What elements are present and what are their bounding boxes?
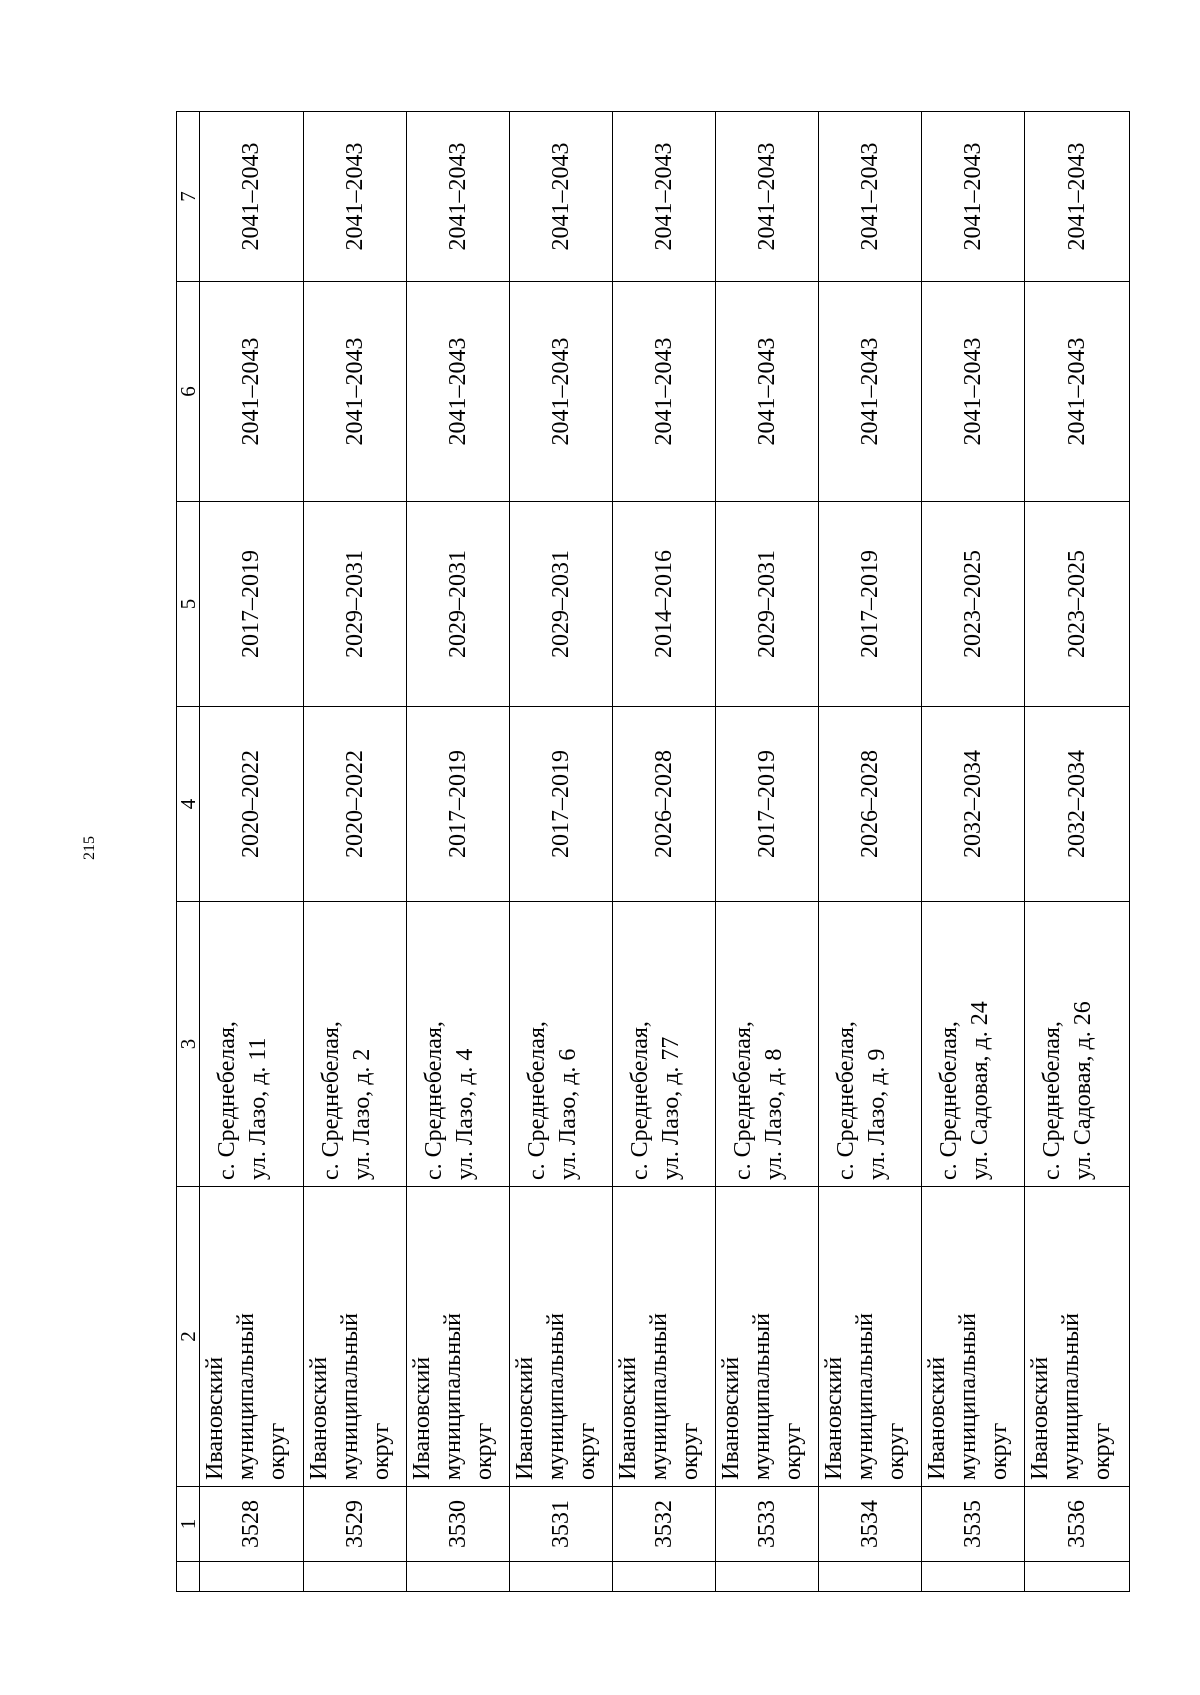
period-col-7-cell: 2041–2043 — [304, 112, 407, 282]
address-cell — [716, 902, 819, 1187]
header-col-7: 7 — [177, 112, 200, 282]
period-col-5-cell: 2029–2031 — [716, 502, 819, 707]
table-row — [510, 112, 613, 1592]
period-col-7-cell: 2041–2043 — [819, 112, 922, 282]
district-cell — [200, 1187, 304, 1487]
row-spacer-cell — [922, 1562, 1025, 1592]
rotated-table-wrapper — [176, 112, 1128, 1592]
table-row — [922, 112, 1025, 1592]
table-row — [716, 112, 819, 1592]
row-spacer-cell — [613, 1562, 716, 1592]
district-cell — [613, 1187, 716, 1487]
district-line: Ивановский — [202, 1356, 228, 1480]
period-col-5-cell: 2014–2016 — [613, 502, 716, 707]
district-line: Ивановский — [615, 1356, 641, 1480]
period-col-6-cell: 2041–2043 — [200, 282, 304, 502]
period-col-5-cell: 2029–2031 — [407, 502, 510, 707]
address-cell — [819, 902, 922, 1187]
district-line: округ — [368, 1422, 394, 1480]
row-number-cell: 3532 — [613, 1487, 716, 1562]
address-cell — [613, 902, 716, 1187]
district-line: Ивановский — [409, 1356, 435, 1480]
district-line: округ — [264, 1422, 290, 1480]
address-cell — [510, 902, 613, 1187]
district-line: муниципальный — [543, 1312, 569, 1480]
table-row — [304, 112, 407, 1592]
district-line: округ — [986, 1422, 1012, 1480]
district-line: муниципальный — [852, 1312, 878, 1480]
district-cell — [304, 1187, 407, 1487]
district-cell — [407, 1187, 510, 1487]
address-cell — [922, 902, 1025, 1187]
period-col-4-cell: 2020–2022 — [200, 707, 304, 902]
address-cell — [304, 902, 407, 1187]
district-line: муниципальный — [1058, 1312, 1084, 1480]
row-spacer-cell — [1025, 1562, 1130, 1592]
period-col-7-cell: 2041–2043 — [716, 112, 819, 282]
period-col-7-cell: 2041–2043 — [613, 112, 716, 282]
period-col-5-cell: 2023–2025 — [922, 502, 1025, 707]
district-line: Ивановский — [512, 1356, 538, 1480]
district-cell — [1025, 1187, 1130, 1487]
header-spacer — [177, 1562, 200, 1592]
district-cell — [716, 1187, 819, 1487]
header-col-3: 3 — [177, 902, 200, 1187]
row-number-cell: 3530 — [407, 1487, 510, 1562]
header-col-6: 6 — [177, 282, 200, 502]
period-col-4-cell: 2026–2028 — [819, 707, 922, 902]
table-row — [407, 112, 510, 1592]
row-number-cell: 3529 — [304, 1487, 407, 1562]
period-col-6-cell: 2041–2043 — [407, 282, 510, 502]
register-table — [176, 111, 1130, 1592]
address-line: ул. Лазо, д. 77 — [658, 1036, 684, 1180]
address-line: ул. Лазо, д. 9 — [864, 1048, 890, 1180]
period-col-5-cell: 2029–2031 — [304, 502, 407, 707]
period-col-5-cell: 2023–2025 — [1025, 502, 1130, 707]
header-col-2: 2 — [177, 1187, 200, 1487]
district-line: Ивановский — [1027, 1356, 1053, 1480]
period-col-4-cell: 2017–2019 — [716, 707, 819, 902]
address-cell — [1025, 902, 1130, 1187]
header-col-1: 1 — [177, 1487, 200, 1562]
district-line: муниципальный — [440, 1312, 466, 1480]
address-line: с. Среднебелая, — [730, 1021, 756, 1180]
row-spacer-cell — [200, 1562, 304, 1592]
row-number-cell: 3528 — [200, 1487, 304, 1562]
address-line: с. Среднебелая, — [524, 1021, 550, 1180]
row-number-cell: 3534 — [819, 1487, 922, 1562]
row-spacer-cell — [510, 1562, 613, 1592]
address-line: с. Среднебелая, — [1039, 1021, 1065, 1180]
period-col-4-cell: 2020–2022 — [304, 707, 407, 902]
address-line: с. Среднебелая, — [214, 1021, 240, 1180]
address-line: ул. Садовая, д. 24 — [967, 1001, 993, 1180]
row-spacer-cell — [716, 1562, 819, 1592]
district-line: Ивановский — [718, 1356, 744, 1480]
address-cell — [407, 902, 510, 1187]
period-col-7-cell: 2041–2043 — [407, 112, 510, 282]
column-number-header — [177, 112, 200, 1592]
row-spacer-cell — [304, 1562, 407, 1592]
district-line: округ — [780, 1422, 806, 1480]
period-col-4-cell: 2017–2019 — [510, 707, 613, 902]
address-line: ул. Лазо, д. 8 — [761, 1048, 787, 1180]
district-line: муниципальный — [337, 1312, 363, 1480]
address-line: с. Среднебелая, — [421, 1021, 447, 1180]
period-col-4-cell: 2017–2019 — [407, 707, 510, 902]
period-col-5-cell: 2029–2031 — [510, 502, 613, 707]
period-col-6-cell: 2041–2043 — [304, 282, 407, 502]
district-line: округ — [677, 1422, 703, 1480]
period-col-6-cell: 2041–2043 — [510, 282, 613, 502]
row-spacer-cell — [819, 1562, 922, 1592]
district-line: округ — [1089, 1422, 1115, 1480]
period-col-7-cell: 2041–2043 — [200, 112, 304, 282]
district-line: округ — [883, 1422, 909, 1480]
period-col-4-cell: 2032–2034 — [922, 707, 1025, 902]
table-row — [819, 112, 922, 1592]
period-col-5-cell: 2017–2019 — [819, 502, 922, 707]
table-row — [200, 112, 304, 1592]
address-cell — [200, 902, 304, 1187]
period-col-7-cell: 2041–2043 — [922, 112, 1025, 282]
row-spacer-cell — [407, 1562, 510, 1592]
period-col-4-cell: 2032–2034 — [1025, 707, 1130, 902]
table-row — [613, 112, 716, 1592]
address-line: с. Среднебелая, — [936, 1021, 962, 1180]
header-col-5: 5 — [177, 502, 200, 707]
period-col-4-cell: 2026–2028 — [613, 707, 716, 902]
address-line: с. Среднебелая, — [318, 1021, 344, 1180]
period-col-6-cell: 2041–2043 — [613, 282, 716, 502]
district-line: Ивановский — [821, 1356, 847, 1480]
district-line: округ — [574, 1422, 600, 1480]
address-line: с. Среднебелая, — [833, 1021, 859, 1180]
address-line: ул. Лазо, д. 2 — [349, 1048, 375, 1180]
district-line: Ивановский — [924, 1356, 950, 1480]
district-line: округ — [471, 1422, 497, 1480]
row-number-cell: 3533 — [716, 1487, 819, 1562]
address-line: ул. Садовая, д. 26 — [1070, 1001, 1096, 1180]
district-line: муниципальный — [749, 1312, 775, 1480]
address-line: с. Среднебелая, — [627, 1021, 653, 1180]
header-col-4: 4 — [177, 707, 200, 902]
address-line: ул. Лазо, д. 4 — [452, 1048, 478, 1180]
address-line: ул. Лазо, д. 11 — [245, 1037, 271, 1180]
table-body — [200, 112, 1130, 1592]
district-line: Ивановский — [306, 1356, 332, 1480]
address-line: ул. Лазо, д. 6 — [555, 1048, 581, 1180]
period-col-6-cell: 2041–2043 — [716, 282, 819, 502]
district-line: муниципальный — [646, 1312, 672, 1480]
table-row — [1025, 112, 1130, 1592]
district-line: муниципальный — [955, 1312, 981, 1480]
period-col-6-cell: 2041–2043 — [1025, 282, 1130, 502]
district-cell — [510, 1187, 613, 1487]
district-cell — [819, 1187, 922, 1487]
period-col-6-cell: 2041–2043 — [922, 282, 1025, 502]
page-number: 215 — [81, 836, 98, 860]
row-number-cell: 3531 — [510, 1487, 613, 1562]
district-line: муниципальный — [233, 1312, 259, 1480]
period-col-6-cell: 2041–2043 — [819, 282, 922, 502]
period-col-7-cell: 2041–2043 — [510, 112, 613, 282]
row-number-cell: 3536 — [1025, 1487, 1130, 1562]
row-number-cell: 3535 — [922, 1487, 1025, 1562]
period-col-5-cell: 2017–2019 — [200, 502, 304, 707]
district-cell — [922, 1187, 1025, 1487]
period-col-7-cell: 2041–2043 — [1025, 112, 1130, 282]
